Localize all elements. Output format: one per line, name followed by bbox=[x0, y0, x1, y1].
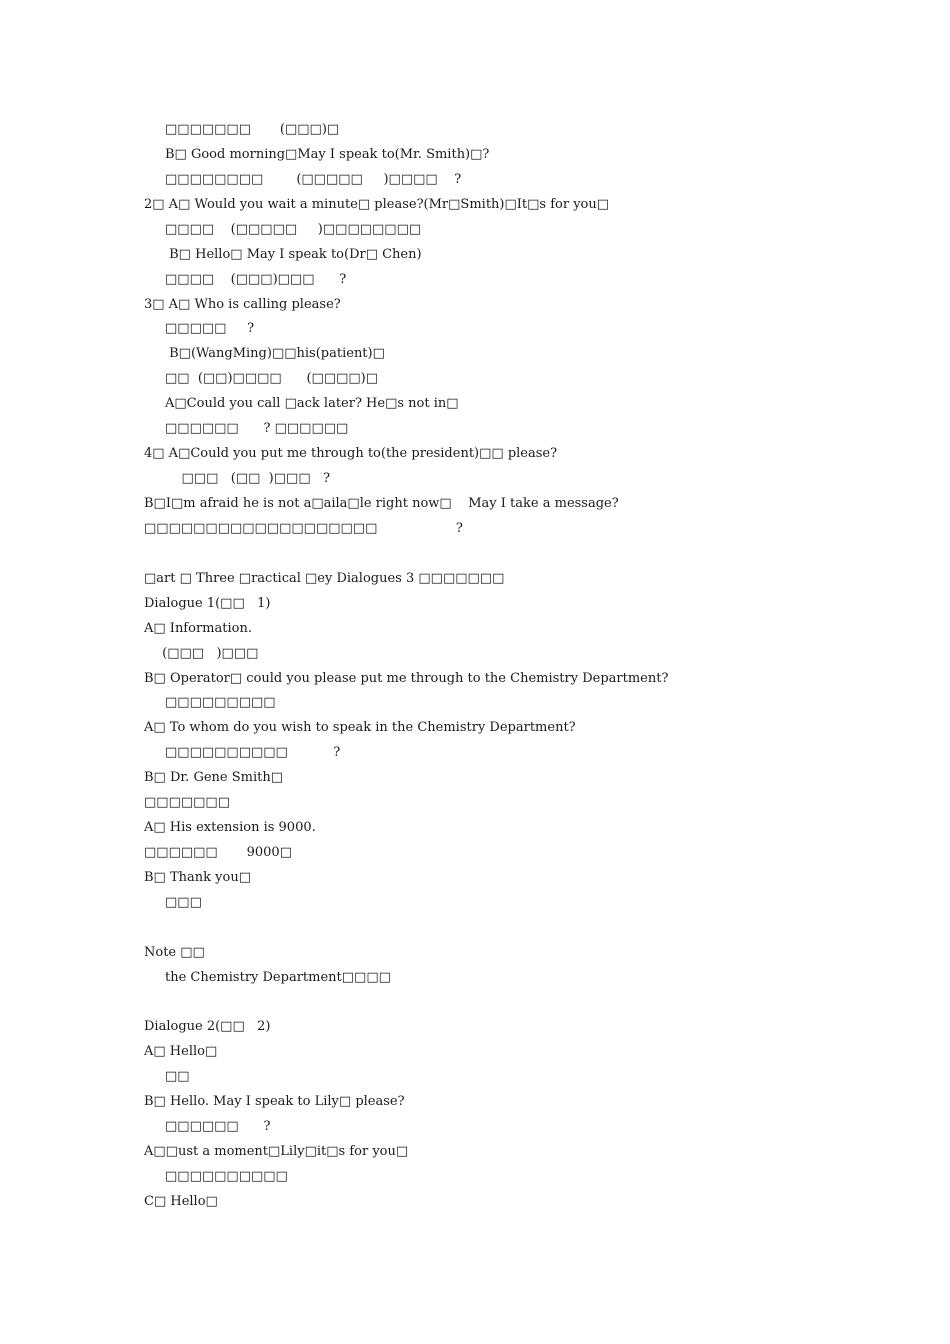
text-line: A□□ust a moment□Lily□it□s for you□ bbox=[144, 1144, 409, 1159]
text-line: (□□□ )□□□ bbox=[158, 646, 259, 661]
text-line: □□□□□ ? bbox=[165, 321, 255, 336]
text-line: □□□□□□□□□□ ? bbox=[165, 745, 341, 760]
text-line: A□ Hello□ bbox=[144, 1044, 218, 1059]
text-line: B□ Operator□ could you please put me through to the Chemistry Department? bbox=[144, 671, 669, 686]
text-line: 4□ A□Could you put me through to(the president)□□ please? bbox=[144, 446, 558, 461]
text-line: □□□□ (□□□□□ )□□□□□□□□ bbox=[165, 222, 422, 237]
text-line: B□I□m afraid he is not a□aila□le right now□ May I take a message? bbox=[144, 496, 619, 511]
text-line: B□ Good morning□May I speak to(Mr. Smith)□? bbox=[165, 147, 490, 162]
text-line: 2□ A□ Would you wait a minute□ please?(Mr□Smith)□It□s for you□ bbox=[144, 197, 610, 212]
text-line: B□ Dr. Gene Smith□ bbox=[144, 770, 283, 785]
text-line: A□ Information. bbox=[144, 621, 252, 636]
text-line: □□□□□□□ (□□□)□ bbox=[165, 122, 340, 137]
text-line: □□□□□□ ? □□□□□□ bbox=[165, 421, 349, 436]
text-line: □□□□□□ ? bbox=[165, 1119, 271, 1134]
text-line: B□ Thank you□ bbox=[144, 870, 251, 885]
text-line: B□ Hello□ May I speak to(Dr□ Chen) bbox=[165, 247, 422, 262]
text-line: □□□ (□□ )□□□ ? bbox=[165, 471, 330, 486]
dialogue-heading: Dialogue 2(□□ 2) bbox=[144, 1019, 271, 1034]
text-line: □□□□□□□□□□ bbox=[165, 1169, 288, 1184]
dialogue-heading: Dialogue 1(□□ 1) bbox=[144, 596, 271, 611]
text-line: □□□□□□□□ (□□□□□ )□□□□ ? bbox=[165, 172, 462, 187]
text-line: □□□□□□ 9000□ bbox=[144, 845, 292, 860]
text-line: the Chemistry Department□□□□ bbox=[165, 970, 391, 985]
text-line: A□ His extension is 9000. bbox=[144, 820, 316, 835]
text-line: □□□ bbox=[165, 895, 202, 910]
text-line: □□□□□□□□□□□□□□□□□□□ ? bbox=[144, 521, 463, 536]
text-line: A□ To whom do you wish to speak in the Chemistry Department? bbox=[144, 720, 576, 735]
text-line: C□ Hello□ bbox=[144, 1194, 218, 1209]
text-line: □□□□□□□ bbox=[144, 795, 230, 810]
text-line: A□Could you call □ack later? He□s not in□ bbox=[165, 396, 459, 411]
text-line: B□(WangMing)□□his(patient)□ bbox=[165, 346, 385, 361]
text-line: □□ bbox=[165, 1069, 190, 1084]
text-line: □□ (□□)□□□□ (□□□□)□ bbox=[165, 371, 379, 386]
text-line: □□□□ (□□□)□□□ ? bbox=[165, 272, 347, 287]
text-line: 3□ A□ Who is calling please? bbox=[144, 297, 341, 312]
text-line: □□□□□□□□□ bbox=[165, 695, 276, 710]
note-heading: Note □□ bbox=[144, 945, 205, 960]
section-heading: □art □ Three □ractical □ey Dialogues 3 □□□□□□□ bbox=[144, 571, 505, 586]
text-line: B□ Hello. May I speak to Lily□ please? bbox=[144, 1094, 405, 1109]
